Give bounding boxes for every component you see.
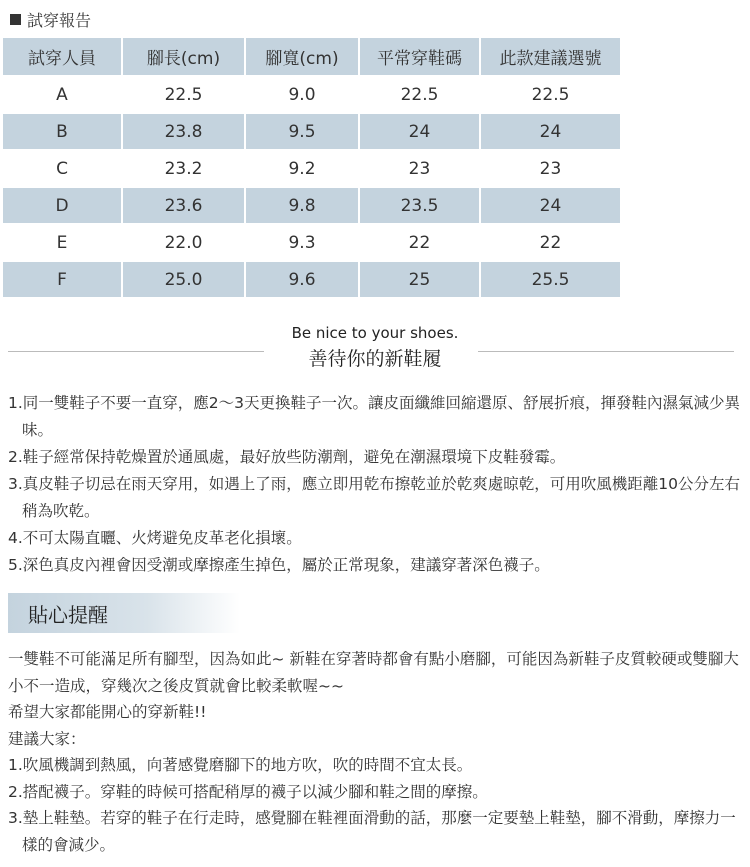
reminder-wish: 希望大家都能開心的穿新鞋!!: [8, 703, 207, 721]
list-item: 1.同一雙鞋子不要一直穿，應2～3天更換鞋子一次。讓皮面纖維回縮還原、舒展折痕，揮發鞋內濕氣減少異味。: [8, 394, 741, 439]
table-row: [3, 114, 620, 149]
list-item: 4.不可太陽直曬、火烤避免皮革老化損壞。: [8, 529, 302, 547]
table-cell: 22.5: [531, 84, 570, 105]
reminder-title: 貼心提醒: [28, 603, 108, 627]
list-item: 3.墊上鞋墊。若穿的鞋子在行走時，感覺腳在鞋裡面滑動的話，那麼一定要墊上鞋墊，腳不滑動，摩擦力一樣的會減少。: [8, 809, 736, 854]
reminder-banner: [8, 593, 240, 633]
table-cell: 25.0: [123, 262, 244, 297]
motto-chinese: 善待你的新鞋履: [308, 348, 442, 370]
table-cell: 9.3: [288, 232, 316, 253]
divider-right: [478, 351, 734, 352]
table-cell: 22.5: [400, 84, 439, 105]
table-row: [3, 262, 620, 297]
table-cell: A: [56, 84, 68, 105]
table-row: [3, 225, 620, 260]
list-item: 2.鞋子經常保持乾燥置於通風處，最好放些防潮劑，避免在潮濕環境下皮鞋發霉。: [8, 448, 566, 466]
table-cell: 24: [481, 114, 620, 149]
column-header: 腳寬(cm): [246, 38, 358, 75]
column-header: 試穿人員: [3, 38, 121, 75]
table-cell: 23: [408, 158, 431, 179]
column-header: 腳長(cm): [123, 38, 244, 75]
table-header-row: [3, 38, 620, 75]
column-header: 此款建議選號: [481, 38, 620, 75]
table-cell: 9.0: [288, 84, 316, 105]
table-cell: 23.6: [123, 188, 244, 223]
table-cell: F: [3, 262, 121, 297]
table-row: [3, 77, 620, 112]
table-cell: 9.5: [246, 114, 358, 149]
list-item: 5.深色真皮內裡會因受潮或摩擦產生掉色，屬於正常現象，建議穿著深色襪子。: [8, 556, 550, 574]
reminder-intro: 一雙鞋不可能滿足所有腳型，因為如此~ 新鞋在穿著時都會有點小磨腳，可能因為新鞋子皮質較硬或雙腳大小不一造成，穿幾次之後皮質就會比較柔軟喔~~: [8, 650, 739, 695]
reminder-body: [8, 646, 748, 858]
table-cell: 23.8: [123, 114, 244, 149]
square-bullet-icon: [10, 14, 21, 25]
table-cell: 9.2: [288, 158, 316, 179]
table-cell: D: [3, 188, 121, 223]
table-cell: 9.8: [246, 188, 358, 223]
table-cell: C: [56, 158, 68, 179]
table-cell: 22.5: [164, 84, 203, 105]
table-cell: 23: [539, 158, 562, 179]
table-cell: 22.0: [164, 232, 203, 253]
list-item: 1.吹風機調到熱風，向著感覺磨腳下的地方吹，吹的時間不宜太長。: [8, 756, 473, 774]
table-cell: 25.5: [481, 262, 620, 297]
advice-list: [8, 752, 748, 858]
list-item: 2.搭配襪子。穿鞋的時候可搭配稍厚的襪子以減少腳和鞋之間的摩擦。: [8, 782, 488, 801]
section-title-text: 試穿報告: [27, 11, 92, 30]
table-cell: B: [3, 114, 121, 149]
advice-label: 建議大家：: [8, 729, 86, 748]
section-title: [10, 8, 91, 31]
table-cell: E: [56, 232, 68, 253]
table-cell: 23.5: [360, 188, 479, 223]
table-cell: 24: [481, 188, 620, 223]
table-cell: 22: [408, 232, 431, 253]
care-tips-list: [8, 390, 746, 579]
table-cell: 24: [360, 114, 479, 149]
table-cell: 25: [360, 262, 479, 297]
fit-report-table: [1, 36, 622, 299]
motto-english: Be nice to your shoes.: [291, 324, 459, 342]
table-cell: 23.2: [164, 158, 203, 179]
table-row: [3, 151, 620, 186]
list-item: 3.真皮鞋子切忌在雨天穿用，如遇上了雨，應立即用乾布擦乾並於乾爽處晾乾，可用吹風機距離10公分左右稍為吹乾。: [8, 475, 741, 520]
table-row: [3, 188, 620, 223]
table-cell: 22: [539, 232, 562, 253]
table-cell: 9.6: [246, 262, 358, 297]
column-header: 平常穿鞋碼: [360, 38, 479, 75]
